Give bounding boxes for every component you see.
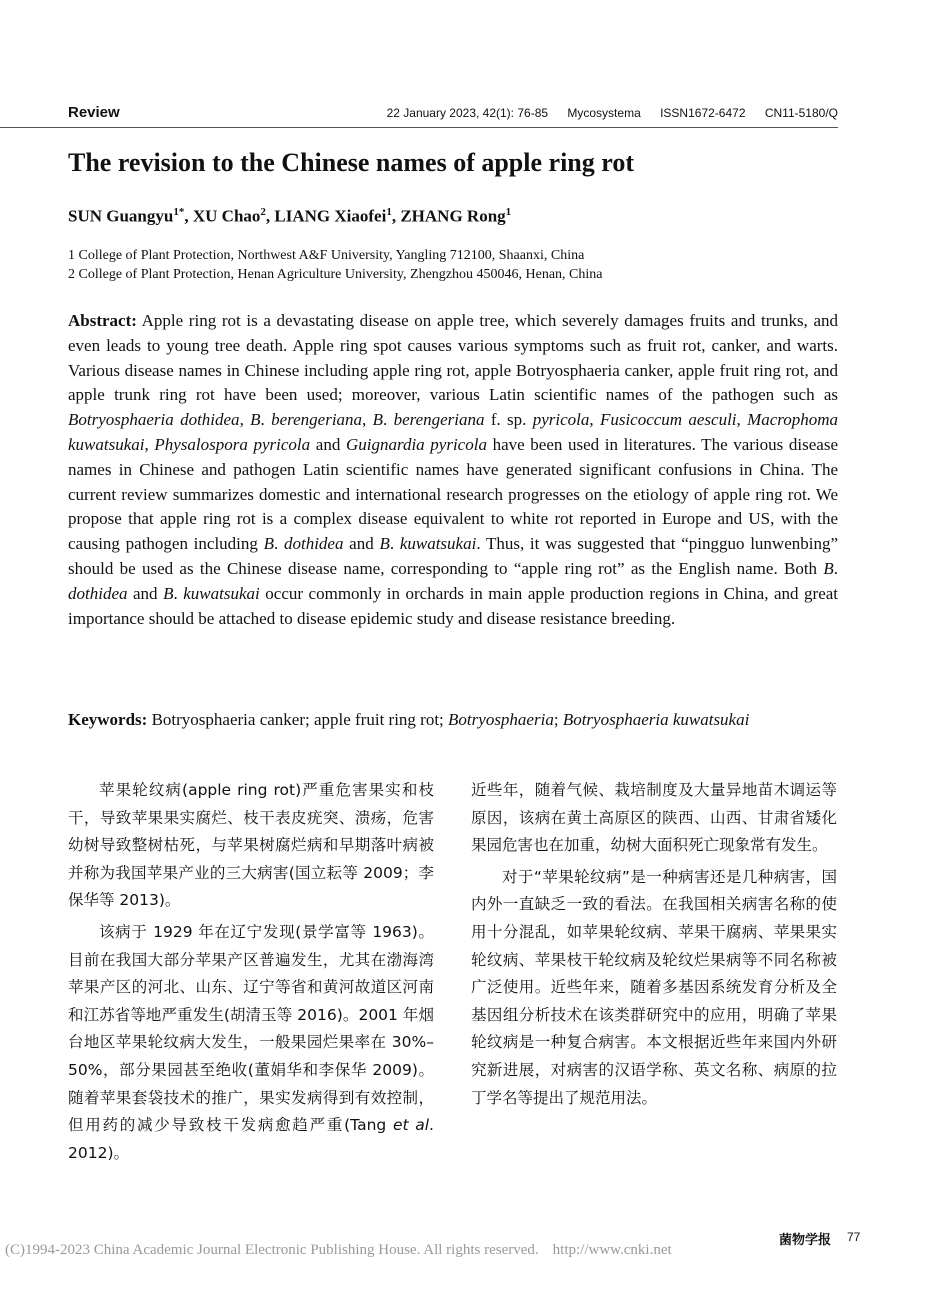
- abstract: [68, 309, 838, 631]
- body-text: 该病于 1929 年在辽宁发现(景学富等 1963)。目前在我国大部分苹果产区普遍发生，尤其在渤海湾苹果产区的河北、山东、辽宁等省和黄河故道区河南和江苏省等地严重发生(胡清玉等 2016)。2001 年烟台地区苹果轮纹病大发生，一般果园烂果率在 30%–50%，部分果园甚至绝收(董娟华和李保华 2009)。随着苹果套袋技术的推广，果实发病得到有效控制，但用药的减少导致枝干发病愈趋严重(Tang: [68, 922, 434, 1135]
- abstract-italic: B: [250, 410, 261, 430]
- abstract-italic: B: [263, 534, 274, 554]
- section-label: Review: [68, 104, 120, 121]
- author-name: LIANG Xiaofei: [274, 206, 387, 226]
- abstract-italic: pyricola: [532, 410, 590, 430]
- abstract-text: .: [274, 534, 284, 554]
- abstract-text: occur commonly in orchards in main apple production regions in China, and great importance should be attached to disease epidemic study and disease resistance breeding.: [68, 583, 839, 628]
- abstract-text: f. sp.: [484, 410, 533, 430]
- affiliation-2: 2 College of Plant Protection, Henan Agriculture University, Zhengzhou 450046, Henan, China: [68, 267, 603, 282]
- abstract-italic: berengeriana: [393, 410, 485, 430]
- author-affiliation-mark: 1: [505, 206, 512, 218]
- keywords-label: Keywords:: [68, 710, 148, 729]
- footer-journal-name: 菌物学报: [779, 1233, 832, 1248]
- abstract-italic: berengeriana: [271, 410, 363, 430]
- author-affiliation-mark: 2: [260, 206, 266, 218]
- abstract-text: .: [260, 410, 272, 430]
- abstract-italic: kuwatsukai: [183, 583, 260, 603]
- body-paragraph: [471, 864, 837, 1112]
- body-paragraph: [68, 919, 434, 1167]
- abstract-italic: Botryosphaeria dothidea: [68, 410, 240, 430]
- abstract-text: ,: [736, 410, 748, 430]
- body-column-left: [68, 777, 434, 1171]
- abstract-text: ,: [239, 410, 251, 430]
- abstract-text: .: [389, 534, 400, 554]
- abstract-text: [68, 311, 838, 628]
- date-volume: 22 January 2023, 42(1): 76-85: [386, 106, 549, 120]
- author-name: XU Chao: [192, 206, 261, 226]
- keyword-italic: Botryosphaeria kuwatsukai: [562, 710, 750, 729]
- body-text: 苹果轮纹病(apple ring rot)严重危害果实和枝干，导致苹果果实腐烂、枝干表皮疣突、溃疡，危害幼树导致整树枯死，与苹果树腐烂病和早期落叶病被并称为我国苹果产业的三大病害(国立耘等 2009；李保华等 2013)。: [68, 781, 434, 910]
- body-text: 对于“苹果轮纹病”是一种病害还是几种病害，国内外一直缺乏一致的看法。在我国相关病害名称的使用十分混乱，如苹果轮纹病、苹果干腐病、苹果果实轮纹病、苹果枝干轮纹病及轮纹烂果病等不同名称被广泛使用。近些年来，随着多基因系统发育分析及全基因组分析技术在该类群研究中的应用，明确了苹果轮纹病是一种复合病害。本文根据近些年来国内外研究新进展，对病害的汉语学称、英文名称、病原的拉丁学名等提出了规范用法。: [471, 867, 837, 1107]
- author-name: SUN Guangyu: [68, 206, 174, 226]
- abstract-text: ,: [362, 410, 373, 430]
- abstract-text: .: [833, 558, 838, 578]
- abstract-text: . Thus, it was suggested that “pingguo lunwenbing” should be used as the Chinese disease name, corresponding to “apple ring rot” as the English name. Both: [68, 534, 839, 578]
- keyword-text: ;: [553, 710, 563, 729]
- keyword-italic: Botryosphaeria: [448, 710, 554, 729]
- abstract-italic: B: [163, 583, 174, 603]
- abstract-text: .: [383, 410, 394, 430]
- abstract-italic: dothidea: [283, 534, 344, 554]
- cnki-url: http://www.cnki.net: [552, 1242, 672, 1258]
- body-paragraph: [68, 777, 434, 915]
- body-paragraph: [471, 777, 837, 860]
- affiliation-1: 1 College of Plant Protection, Northwest A&F University, Yangling 712100, Shaanxi, China: [68, 248, 585, 263]
- keyword-text: Botryosphaeria canker; apple fruit ring rot;: [147, 710, 449, 729]
- keywords-text: [147, 710, 749, 729]
- abstract-text: Apple ring rot is a devastating disease on apple tree, which severely damages fruits and trunks, and even leads to young tree death. Apple ring spot causes various symptoms such as fruit rot, canker, and warts. Various disease names in Chinese including apple ring rot, apple Botryosphaeria canker, apple fruit ring rot, and apple trunk ring rot have been used; moreover, various Latin scientific names of the pathogen such as: [68, 311, 838, 405]
- abstract-text: ,: [589, 410, 600, 430]
- author-list: SUN Guangyu$^{1*}$, XU Chao$^2$, LIANG Xiaofei$^1$, ZHANG Rong$^1$: [68, 206, 512, 226]
- abstract-italic: B: [823, 558, 834, 578]
- body-text: 近些年，随着气候、栽培制度及大量异地苗木调运等原因，该病在黄土高原区的陕西、山西、甘肃省矮化果园危害也在加重，幼树大面积死亡现象常有发生。: [471, 781, 837, 855]
- page-number: 77: [847, 1230, 861, 1244]
- author-name: ZHANG Rong: [400, 206, 506, 226]
- copyright-text: (C)1994-2023 China Academic Journal Electronic Publishing House. All rights reserved.: [5, 1242, 539, 1258]
- abstract-italic: dothidea: [68, 583, 128, 603]
- abstract-italic: Physalospora pyricola: [154, 434, 311, 454]
- body-text: . 2012)。: [68, 1116, 434, 1162]
- article-title: The revision to the Chinese names of apple ring rot: [68, 148, 634, 177]
- citation-info: [371, 106, 838, 120]
- keywords: [68, 708, 838, 733]
- abstract-italic: Macrophoma kuwatsukai: [68, 410, 839, 454]
- issn: ISSN1672-6472: [660, 106, 746, 120]
- abstract-text: ,: [144, 434, 155, 454]
- body-italic: et al: [392, 1116, 430, 1135]
- abstract-italic: B: [379, 534, 390, 554]
- abstract-text: and: [127, 583, 164, 603]
- abstract-text: and: [343, 534, 380, 554]
- copyright-watermark: [5, 1242, 672, 1259]
- cn-number: CN11-5180/Q: [764, 106, 838, 120]
- journal-name: Mycosystema: [567, 106, 641, 120]
- author-affiliation-mark: 1*: [173, 206, 185, 218]
- running-header: [0, 101, 838, 128]
- abstract-text: .: [173, 583, 184, 603]
- author-affiliation-mark: 1: [386, 206, 392, 218]
- abstract-label: Abstract:: [68, 311, 137, 330]
- body-column-right: [471, 777, 837, 1116]
- abstract-italic: Fusicoccum aesculi: [599, 410, 737, 430]
- abstract-text: and: [310, 434, 346, 454]
- abstract-text: have been used in literatures. The various disease names in Chinese and pathogen Latin scientific names have generated significant confusions in China. The current review summarizes domestic and international research progresses on the etiology of apple ring rot. We propose that apple ring rot is a complex disease equivalent to white rot reported in Europe and US, with the causing pathogen including: [68, 434, 838, 554]
- abstract-italic: Guignardia pyricola: [345, 434, 487, 454]
- abstract-italic: kuwatsukai: [399, 534, 477, 554]
- abstract-italic: B: [372, 410, 383, 430]
